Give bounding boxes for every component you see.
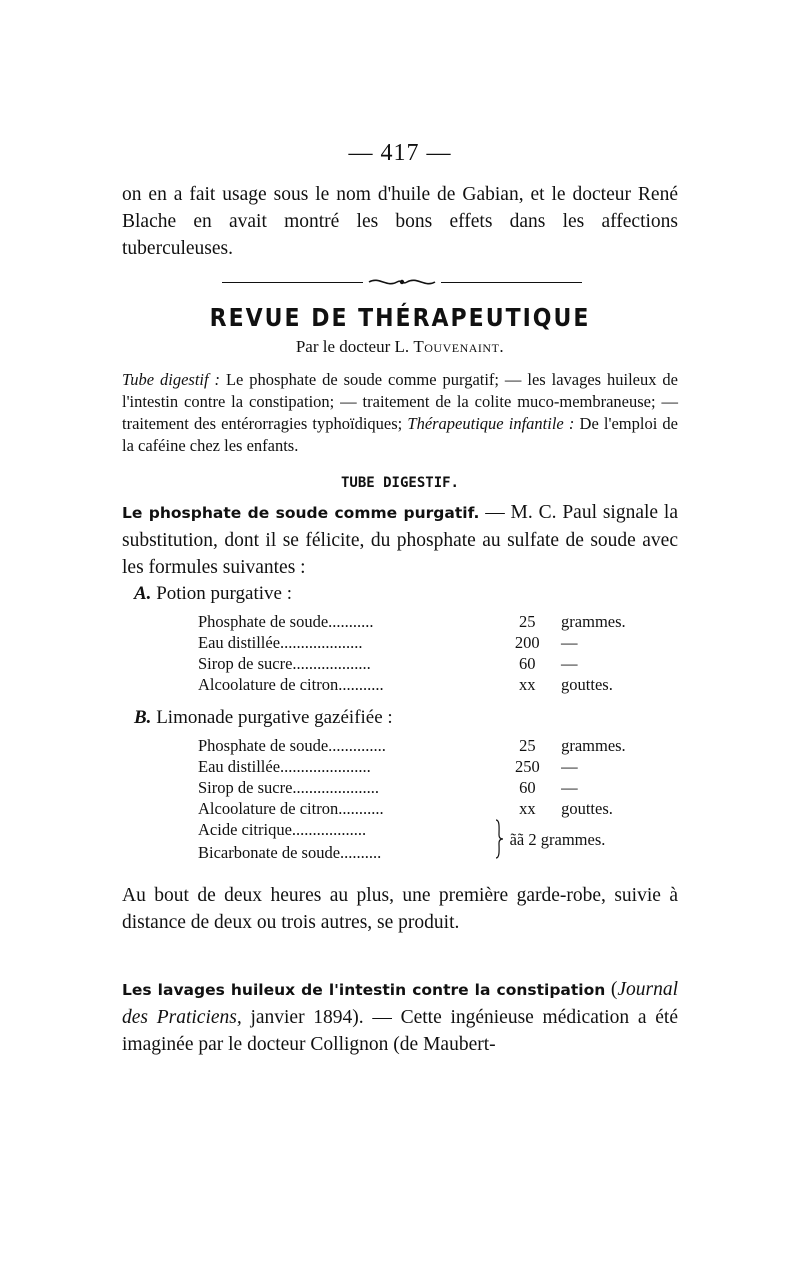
ingredient-name: Alcoolature de citron........... bbox=[198, 799, 384, 818]
page bbox=[122, 140, 678, 1058]
section-divider bbox=[222, 276, 582, 288]
intro-paragraph: on en a fait usage sous le nom d'huile de Gabian, et le docteur René Blache en avait montré les bons effets dans les affections tuberculeuses. bbox=[122, 184, 678, 259]
formula-b-table bbox=[198, 735, 678, 864]
ingredient-name: Eau distillée...................... bbox=[198, 757, 371, 776]
table-row bbox=[198, 798, 678, 819]
formula-b-name: Limonade purgative gazéifiée : bbox=[151, 707, 393, 728]
ingredient-name: Phosphate de soude........... bbox=[198, 612, 374, 631]
section-title: REVUE DE THÉRAPEUTIQUE bbox=[209, 304, 591, 333]
combined-quantity bbox=[494, 819, 678, 864]
ingredient-unit: — bbox=[561, 778, 578, 797]
summary-label-digestif: Tube digestif : bbox=[122, 370, 221, 389]
table-row bbox=[198, 611, 678, 632]
summary bbox=[122, 369, 678, 457]
ingredient-qty: 250 bbox=[514, 757, 540, 776]
table-row bbox=[198, 756, 678, 777]
ingredient-qty: 60 bbox=[519, 654, 536, 673]
page-number: — 417 — bbox=[348, 140, 452, 166]
ingredient-qty: 25 bbox=[519, 612, 536, 631]
formula-a-heading bbox=[134, 583, 678, 605]
table-row bbox=[198, 653, 678, 674]
table-row bbox=[198, 777, 678, 798]
byline-prefix: Par le docteur L. bbox=[295, 337, 414, 356]
ingredient-unit: gouttes. bbox=[561, 799, 613, 818]
brace-icon bbox=[494, 819, 504, 859]
lavages-text: janvier 1894). — Cette ingénieuse médication a été imaginée par le docteur Collignon (de Maubert- bbox=[122, 1007, 678, 1055]
subsection-heading: TUBE DIGESTIF. bbox=[340, 475, 459, 491]
summary-text-infantile: De l'emploi de la caféine chez les enfants. bbox=[122, 414, 678, 455]
divider-line-right bbox=[441, 282, 582, 283]
summary-text-digestif: Le phosphate de soude comme purgatif; — les lavages huileux de l'intestin contre la constipation; — traitement de la colite muco-membraneuse; — traitement des entérorragies typhoïdiques; bbox=[122, 370, 678, 433]
ingredient-unit: grammes. bbox=[561, 612, 626, 631]
ingredient-name: Sirop de sucre................... bbox=[198, 654, 371, 673]
ingredient-unit: — bbox=[561, 757, 578, 776]
summary-label-infantile: Thérapeutique infantile : bbox=[407, 414, 575, 433]
ingredient-qty: 60 bbox=[519, 778, 536, 797]
byline bbox=[122, 337, 678, 357]
ingredient-name: Sirop de sucre..................... bbox=[198, 778, 380, 797]
formula-b-heading bbox=[134, 707, 678, 729]
phosphate-text: — M. C. Paul signale la substitution, dont il se félicite, du phosphate au sulfate de soude avec les formules suivantes : bbox=[122, 502, 678, 578]
table-row bbox=[198, 632, 678, 653]
lavages-paragraph: Les lavages huileux de l'intestin contre la constipation (Journal des Praticiens, janvier 1894). — Cette ingénieuse médication a été imaginée par le docteur Collignon (de Maubert- bbox=[122, 979, 678, 1055]
ingredient-qty: xx bbox=[519, 799, 536, 818]
ingredient-unit: — bbox=[561, 654, 578, 673]
divider-line-left bbox=[222, 282, 363, 283]
table-row bbox=[198, 735, 678, 756]
ingredient-name: Bicarbonate de soude.......... bbox=[198, 842, 382, 862]
ingredient-name: Alcoolature de citron........... bbox=[198, 675, 384, 694]
byline-author: Touvenaint. bbox=[413, 337, 505, 356]
ingredient-qty: xx bbox=[519, 675, 536, 694]
ingredient-unit: grammes. bbox=[561, 736, 626, 755]
effect-paragraph: Au bout de deux heures au plus, une première garde-robe, suivie à distance de deux ou trois autres, se produit. bbox=[122, 885, 678, 933]
ingredient-name: Phosphate de soude.............. bbox=[198, 736, 386, 755]
table-row bbox=[198, 819, 678, 842]
ingredient-name: Eau distillée.................... bbox=[198, 633, 363, 652]
formula-a-table bbox=[198, 611, 678, 695]
table-row bbox=[198, 674, 678, 695]
phosphate-title: Le phosphate de soude comme purgatif. bbox=[122, 504, 480, 522]
ingredient-qty: 200 bbox=[514, 633, 540, 652]
scroll-ornament-icon bbox=[367, 276, 437, 288]
formula-b-letter: B. bbox=[134, 707, 152, 728]
formula-a-name: Potion purgative : bbox=[151, 583, 292, 604]
combined-quantity-text: ãã 2 grammes. bbox=[509, 829, 606, 849]
formula-a-letter: A. bbox=[134, 583, 152, 604]
journal-name: Journal des Praticiens, bbox=[122, 979, 678, 1028]
ingredient-qty: 25 bbox=[519, 736, 536, 755]
ingredient-unit: — bbox=[561, 633, 578, 652]
ingredient-name: Acide citrique.................. bbox=[198, 820, 367, 839]
ingredient-unit: gouttes. bbox=[561, 675, 613, 694]
lavages-title: Les lavages huileux de l'intestin contre la constipation bbox=[122, 981, 606, 999]
phosphate-paragraph bbox=[122, 499, 678, 581]
